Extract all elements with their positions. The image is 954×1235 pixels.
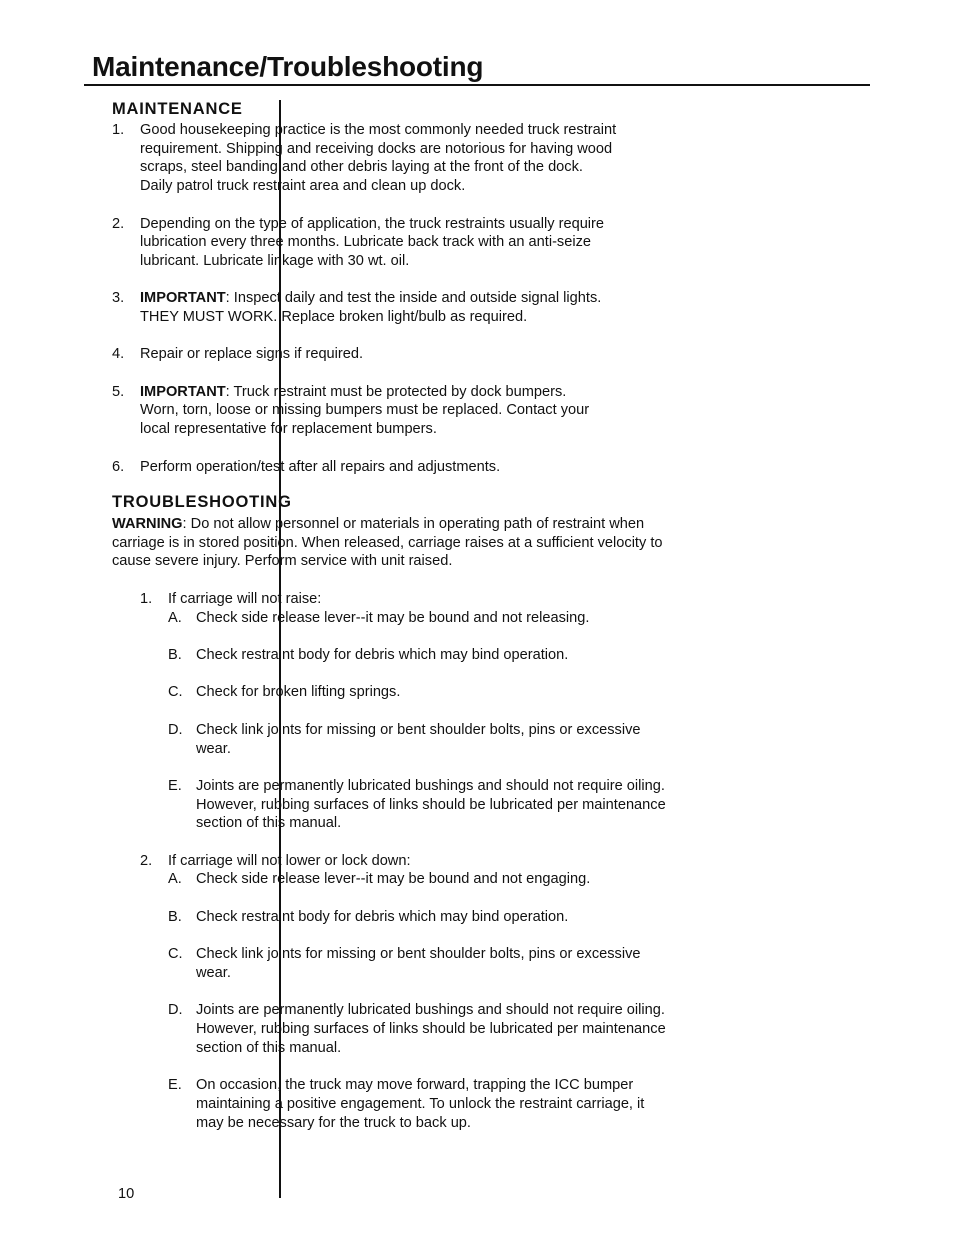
line-text: scraps, steel banding and other debris laying at the front of the dock.	[140, 159, 583, 176]
item-line	[140, 345, 692, 364]
title-rule	[84, 84, 870, 86]
list-item	[112, 458, 692, 477]
sub-item	[168, 1076, 720, 1132]
important-label: IMPORTANT	[140, 383, 226, 400]
sub-item-line: wear.	[196, 740, 231, 757]
sub-item-line: Joints are permanently lubricated bushings and should not require oiling.	[196, 1002, 665, 1019]
list-item	[112, 383, 692, 439]
sub-item-letter: E.	[168, 1077, 182, 1094]
list-item	[112, 215, 692, 271]
sub-item-letter: D.	[168, 1002, 183, 1019]
line-text: cause severe injury. Perform service with unit raised.	[112, 553, 453, 570]
line-text: Daily patrol truck restraint area and clean up dock.	[140, 178, 466, 195]
sub-item-letter: A.	[168, 609, 182, 626]
warning-line	[112, 534, 732, 553]
sub-item-line: section of this manual.	[196, 815, 342, 832]
sub-item	[168, 683, 720, 702]
item-line	[140, 177, 692, 196]
trouble-item	[140, 590, 720, 833]
list-item	[112, 289, 692, 326]
item-number: 1.	[140, 591, 153, 607]
item-line	[140, 420, 692, 439]
sub-item-line: Check restraint body for debris which may bind operation.	[196, 647, 569, 664]
item-line	[140, 289, 692, 308]
trouble-intro: If carriage will not lower or lock down:	[168, 852, 411, 869]
warning-label: WARNING	[112, 516, 183, 532]
sub-item	[168, 945, 720, 982]
sub-item-line: maintaining a positive engagement. To unlock the restraint carriage, it	[196, 1095, 645, 1112]
item-line	[140, 252, 692, 271]
sub-item	[168, 870, 720, 889]
line-text: lubrication every three months. Lubricate back track with an anti-seize	[140, 234, 592, 251]
item-number: 4.	[112, 346, 125, 363]
trouble-intro: If carriage will not raise:	[168, 591, 322, 607]
item-number: 2.	[140, 852, 153, 869]
page-number: 10	[118, 1186, 135, 1202]
list-item	[112, 345, 692, 364]
sub-item-line: However, rubbing surfaces of links should be lubricated per maintenance	[196, 796, 666, 813]
sub-item-line: Check restraint body for debris which may bind operation.	[196, 908, 569, 925]
maintenance-heading: MAINTENANCE	[112, 100, 243, 118]
item-line	[140, 401, 692, 420]
sub-item	[168, 646, 720, 665]
warning-line	[112, 515, 732, 534]
sub-item-line: Check link joints for missing or bent shoulder bolts, pins or excessive	[196, 721, 641, 738]
maintenance-list	[112, 121, 692, 495]
sub-item-letter: E.	[168, 777, 182, 794]
sub-item	[168, 777, 720, 833]
item-line	[140, 458, 692, 477]
line-text: THEY MUST WORK. Replace broken light/bulb as required.	[140, 309, 528, 325]
sub-item-letter: A.	[168, 871, 182, 888]
line-text: Repair or replace signs if required.	[140, 346, 364, 363]
list-item	[112, 121, 692, 196]
troubleshooting-heading: TROUBLESHOOTING	[112, 493, 292, 511]
item-number: 5.	[112, 383, 125, 400]
warning-line	[112, 552, 732, 571]
sub-item-letter: B.	[168, 647, 182, 664]
line-text: : Truck restraint must be protected by dock bumpers.	[225, 383, 567, 400]
line-text: Worn, torn, loose or missing bumpers must be replaced. Contact your	[140, 402, 590, 419]
line-text: : Inspect daily and test the inside and outside signal lights.	[225, 290, 602, 307]
sub-item-line: Check link joints for missing or bent shoulder bolts, pins or excessive	[196, 946, 641, 963]
sub-item	[168, 721, 720, 758]
sub-item-line: Joints are permanently lubricated bushings and should not require oiling.	[196, 777, 665, 794]
line-text: carriage is in stored position. When released, carriage raises at a sufficient velocity to	[112, 534, 663, 551]
item-line	[140, 158, 692, 177]
sub-item-letter: D.	[168, 721, 183, 738]
page-title: Maintenance/Troubleshooting	[92, 51, 484, 82]
sub-item-letter: C.	[168, 684, 183, 701]
sub-item-line: Check side release lever--it may be bound and not engaging.	[196, 871, 591, 888]
sub-item-line: wear.	[196, 964, 231, 981]
sub-item	[168, 1001, 720, 1057]
sub-item-line: may be necessary for the truck to back up.	[196, 1114, 471, 1131]
item-number: 1.	[112, 122, 125, 138]
line-text: requirement. Shipping and receiving docks are notorious for having wood	[140, 140, 613, 157]
sub-item-line: On occasion, the truck may move forward, trapping the ICC bumper	[196, 1077, 634, 1094]
sub-item	[168, 609, 720, 628]
item-number: 2.	[112, 215, 125, 232]
item-number: 6.	[112, 458, 125, 475]
item-line	[140, 121, 692, 140]
sub-item-letter: B.	[168, 908, 182, 925]
important-label: IMPORTANT	[140, 290, 226, 307]
sub-item-line: However, rubbing surfaces of links should be lubricated per maintenance	[196, 1021, 666, 1038]
line-text: local representative for replacement bumpers.	[140, 421, 437, 438]
line-text: Depending on the type of application, the truck restraints usually require	[140, 215, 605, 232]
item-number: 3.	[112, 290, 125, 307]
sub-item-line: Check side release lever--it may be bound and not releasing.	[196, 609, 590, 626]
trouble-item	[140, 852, 720, 1132]
line-text: Good housekeeping practice is the most commonly needed truck restraint	[140, 122, 617, 138]
warning-paragraph	[112, 515, 732, 571]
sub-item	[168, 908, 720, 927]
item-line	[140, 383, 692, 402]
item-line	[140, 233, 692, 252]
sub-item-line: Check for broken lifting springs.	[196, 684, 401, 701]
sub-item-letter: C.	[168, 946, 183, 963]
line-text: lubricant. Lubricate linkage with 30 wt. oil.	[140, 252, 410, 269]
troubleshooting-list	[140, 590, 720, 1151]
item-line	[140, 140, 692, 159]
sub-item-line: section of this manual.	[196, 1039, 342, 1056]
line-text: : Do not allow personnel or materials in operating path of restraint when	[182, 516, 645, 532]
item-line	[140, 308, 692, 327]
item-line	[140, 215, 692, 234]
line-text: Perform operation/test after all repairs and adjustments.	[140, 458, 501, 475]
